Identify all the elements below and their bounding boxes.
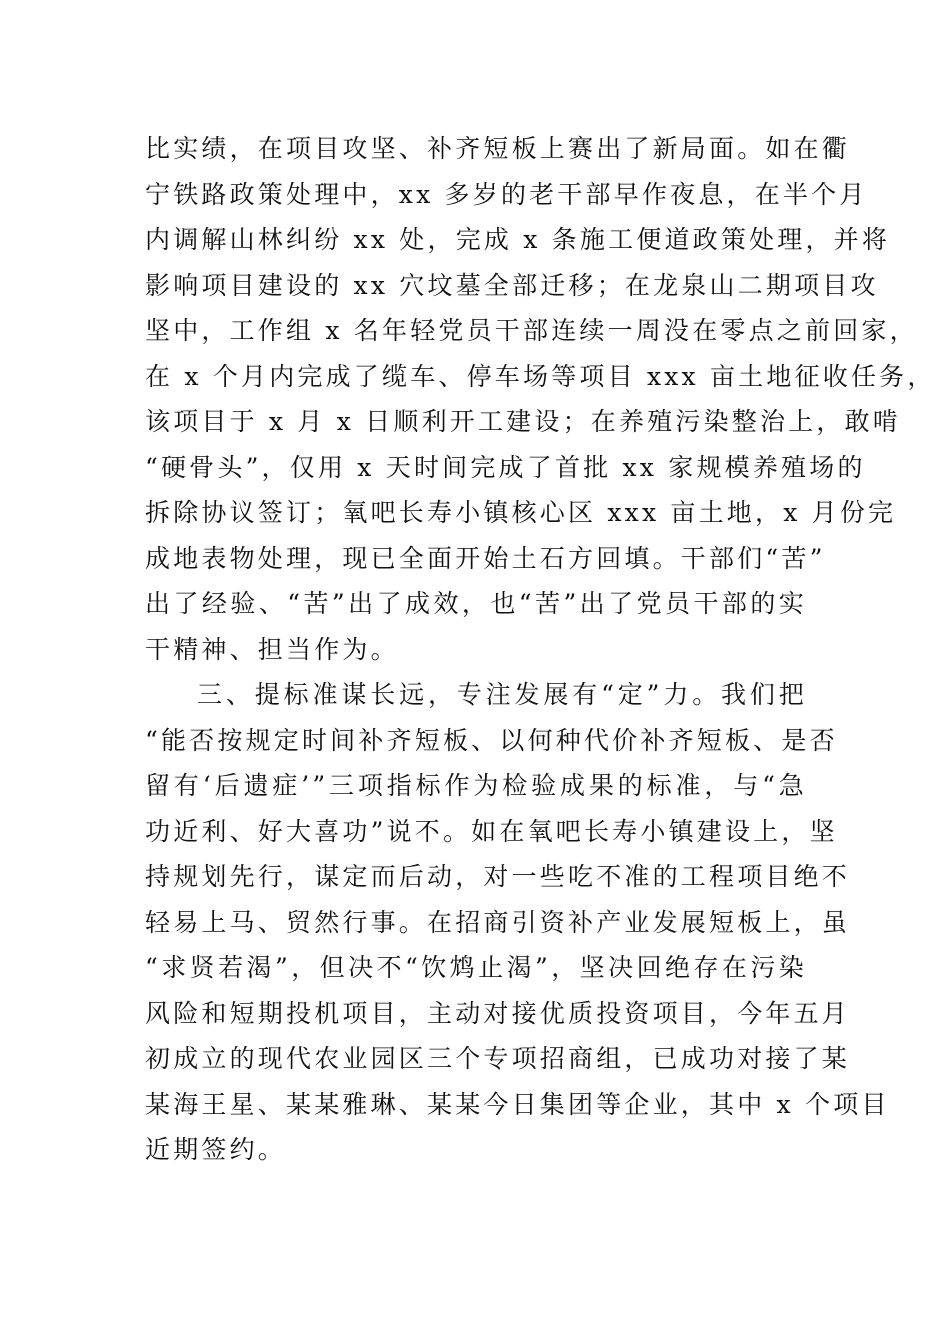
text-line: 某海王星、某某雅琳、某某今日集团等企业，其中 x 个项目 bbox=[145, 1089, 890, 1119]
text-line: 该项目于 x 月 x 日顺利开工建设；在养殖污染整治上，敢啃 bbox=[145, 407, 901, 436]
text-line: 拆除协议签订；氧吧长寿小镇核心区 xxx 亩土地，x 月份完 bbox=[145, 498, 897, 527]
text-line: 影响项目建设的 xx 穴坟墓全部迁移；在龙泉山二期项目攻 bbox=[145, 270, 879, 300]
text-line: 功近利、好大喜功”说不。如在氧吧长寿小镇建设上，坚 bbox=[145, 816, 838, 846]
text-line: 干精神、担当作为。 bbox=[145, 634, 399, 664]
text-line: 比实绩，在项目攻坚、补齐短板上赛出了新局面。如在衢 bbox=[145, 134, 851, 163]
text-line: “求贤若渴”，但决不“饮鸩止渴”，坚决回绝存在污染 bbox=[145, 953, 807, 982]
text-line: 出了经验、“苦”出了成效，也“苦”出了党员干部的实 bbox=[145, 589, 807, 618]
text-line: 持规划先行，谋定而后动，对一些吃不准的工程项目绝不 bbox=[145, 862, 851, 891]
text-line: 初成立的现代农业园区三个专项招商组，已成功对接了某 bbox=[145, 1044, 851, 1073]
text-line: 轻易上马、贸然行事。在招商引资补产业发展短板上，虽 bbox=[145, 907, 851, 937]
section-heading-line: 三、提标准谋长远，专注发展有“定”力。我们把 bbox=[197, 680, 807, 709]
document-page bbox=[145, 126, 936, 1173]
text-line: 留有‘后遗症’”三项指标作为检验成果的标准，与“急 bbox=[145, 771, 807, 800]
text-line: 近期签约。 bbox=[145, 1135, 287, 1164]
text-line: 内调解山林纠纷 xx 处，完成 x 条施工便道政策处理，并将 bbox=[145, 225, 891, 254]
paragraph-section-three bbox=[145, 672, 890, 1173]
text-line: 宁铁路政策处理中，xx 多岁的老干部早作夜息，在半个月 bbox=[145, 179, 868, 209]
text-line: 成地表物处理，现已全面开始土石方回填。干部们“苦” bbox=[145, 543, 826, 573]
text-line: “能否按规定时间补齐短板、以何种代价补齐短板、是否 bbox=[145, 725, 838, 755]
paragraph-continuation bbox=[145, 126, 936, 672]
text-line: 风险和短期投机项目，主动对接优质投资项目，今年五月 bbox=[145, 998, 851, 1028]
text-line: “硬骨头”，仅用 x 天时间完成了首批 xx 家规模养殖场的 bbox=[145, 452, 866, 482]
text-line: 在 x 个月内完成了缆车、停车场等项目 xxx 亩土地征收任务， bbox=[145, 361, 936, 391]
text-line: 坚中，工作组 x 名年轻党员干部连续一周没在零点之前回家， bbox=[145, 316, 918, 345]
